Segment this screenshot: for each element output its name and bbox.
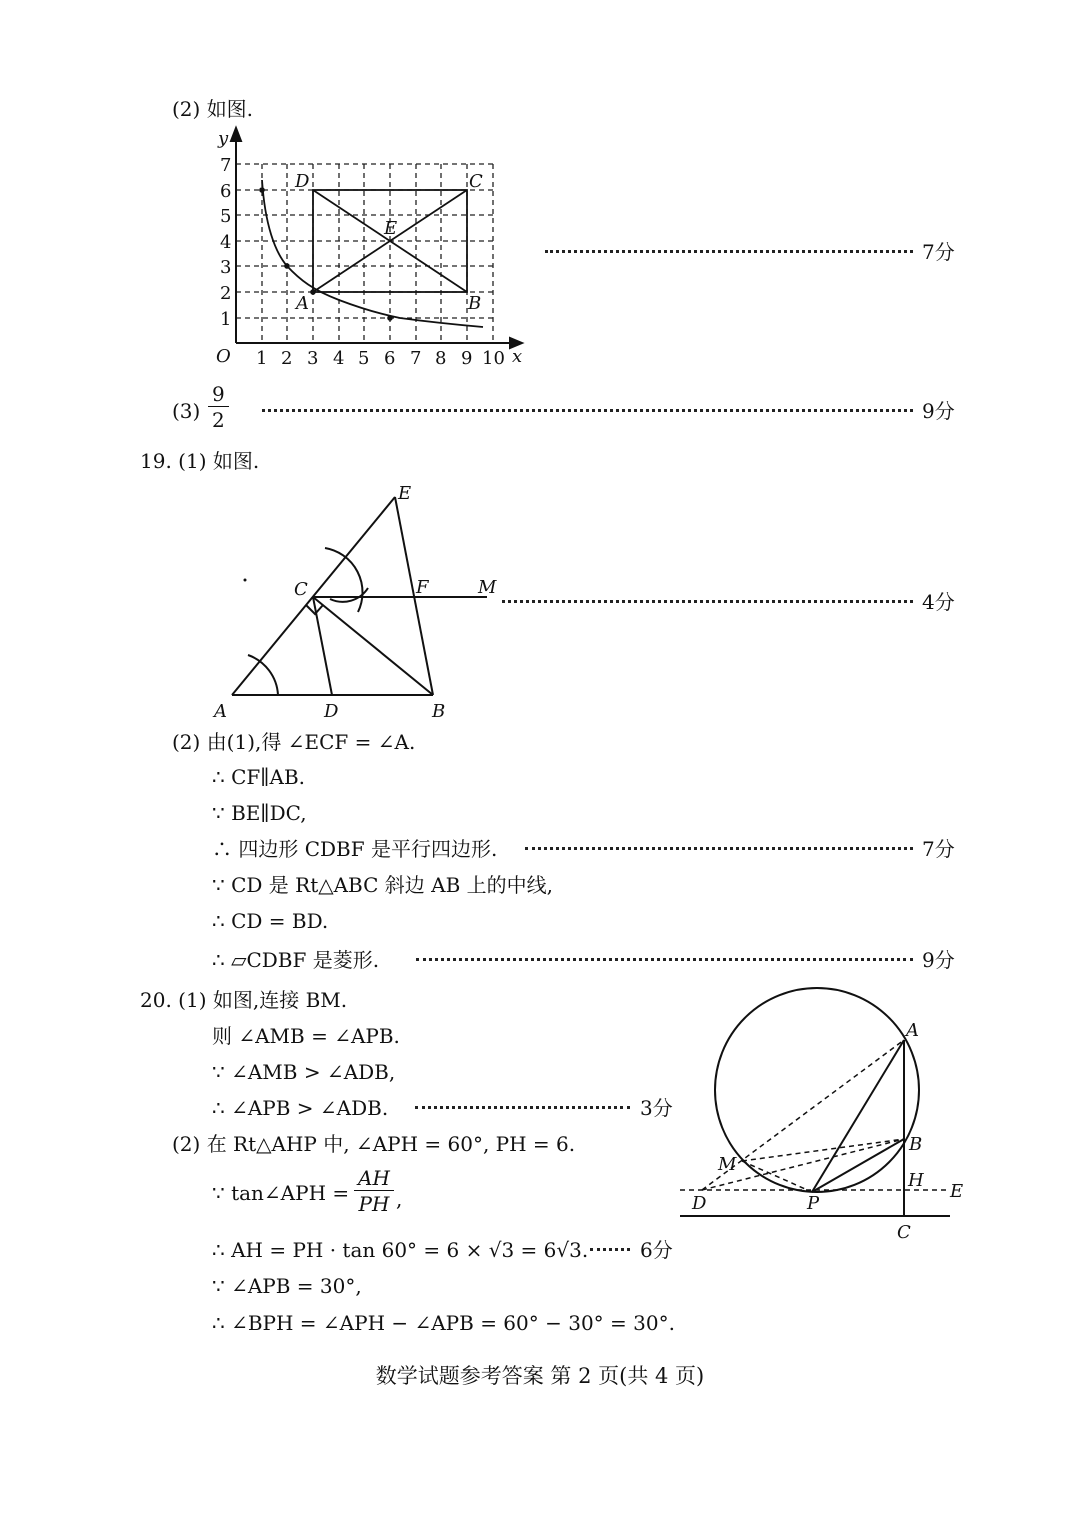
point-label-D: D [295, 171, 310, 192]
point-label-B: B [909, 1134, 923, 1155]
point-label-E: E [950, 1181, 964, 1202]
score-6: 6分 [640, 1238, 673, 1262]
point-label-B: B [468, 293, 482, 314]
q20-part2-line1: (2) 在 Rt△AHP 中, ∠APH = 60°, PH = 6. [172, 1132, 576, 1156]
q19-line5: ∵ CD 是 Rt△ABC 斜边 AB 上的中线, [212, 873, 553, 897]
x-tick: 7 [410, 348, 422, 369]
point-label-P: P [807, 1193, 820, 1214]
x-tick: 2 [281, 348, 293, 369]
origin-label: O [216, 346, 231, 367]
q19-part1-label: 19. (1) 如图. [140, 449, 260, 473]
q20-line7: ∵ ∠APB = 30°, [212, 1274, 362, 1298]
point-label-C: C [294, 579, 308, 600]
fraction-numerator: 9 [208, 382, 229, 407]
score-3: 3分 [640, 1096, 673, 1120]
score-4: 4分 [922, 590, 955, 614]
q20-part1-label: 20. (1) 如图,连接 BM. [140, 988, 348, 1012]
y-tick: 3 [220, 257, 232, 278]
point-label-E: E [384, 218, 398, 239]
q20-line6: ∴ AH = PH · tan 60° = 6 × √3 = 6√3. [212, 1238, 589, 1262]
x-tick: 6 [384, 348, 396, 369]
page-footer: 数学试题参考答案 第 2 页(共 4 页) [375, 1364, 705, 1388]
y-axis-label: y [218, 128, 229, 149]
point-label-B: B [432, 701, 446, 722]
point-label-H: H [908, 1170, 924, 1191]
point-label-D: D [692, 1193, 707, 1214]
score-7: 7分 [922, 240, 955, 264]
y-tick: 1 [220, 309, 232, 330]
y-tick: 4 [220, 232, 232, 253]
y-tick: 7 [220, 155, 232, 176]
point-label-D: D [324, 701, 339, 722]
x-tick: 3 [307, 348, 319, 369]
score-7: 7分 [922, 837, 955, 861]
point-label-M: M [478, 577, 497, 598]
point-label-M: M [718, 1154, 737, 1175]
score-9: 9分 [922, 399, 955, 423]
point-label-A: A [296, 293, 309, 314]
point-label-C: C [469, 171, 483, 192]
q20-line8: ∴ ∠BPH = ∠APH − ∠APB = 60° − 30° = 30°. [212, 1311, 675, 1335]
x-tick: 5 [358, 348, 370, 369]
x-tick: 10 [482, 348, 505, 369]
y-tick: 6 [220, 181, 232, 202]
q19-line4: ∴ 四边形 CDBF 是平行四边形. [212, 837, 498, 861]
x-tick: 1 [256, 348, 268, 369]
point-label-F: F [416, 577, 429, 598]
q20-tan-suffix: , [396, 1187, 403, 1211]
q18-part2-label: (2) 如图. [172, 97, 254, 121]
fraction-numerator: AH [354, 1166, 394, 1191]
x-tick: 8 [435, 348, 447, 369]
point-label-A: A [906, 1020, 919, 1041]
q19-part2-line1: (2) 由(1),得 ∠ECF = ∠A. [172, 730, 416, 754]
y-tick: 2 [220, 283, 232, 304]
q19-line7: ∴ ▱CDBF 是菱形. [212, 948, 380, 972]
q19-line2: ∴ CF∥AB. [212, 765, 305, 789]
y-tick: 5 [220, 206, 232, 227]
q20-line2: 则 ∠AMB = ∠APB. [212, 1024, 400, 1048]
q20-line4: ∴ ∠APB > ∠ADB. [212, 1096, 389, 1120]
q20-line3: ∵ ∠AMB > ∠ADB, [212, 1060, 396, 1084]
q20-tan-prefix: ∵ tan∠APH = [212, 1181, 350, 1205]
point-label-C: C [897, 1222, 911, 1243]
q19-line3: ∵ BE∥DC, [212, 801, 307, 825]
q18-part3-label: (3) [172, 399, 201, 423]
q19-line6: ∴ CD = BD. [212, 909, 329, 933]
fraction-denominator: 2 [212, 408, 225, 432]
x-tick: 9 [461, 348, 473, 369]
x-axis-label: x [512, 346, 523, 367]
point-label-A: A [214, 701, 227, 722]
point-label-E: E [398, 483, 412, 504]
fraction-denominator: PH [358, 1192, 390, 1216]
score-9: 9分 [922, 948, 955, 972]
x-tick: 4 [333, 348, 345, 369]
